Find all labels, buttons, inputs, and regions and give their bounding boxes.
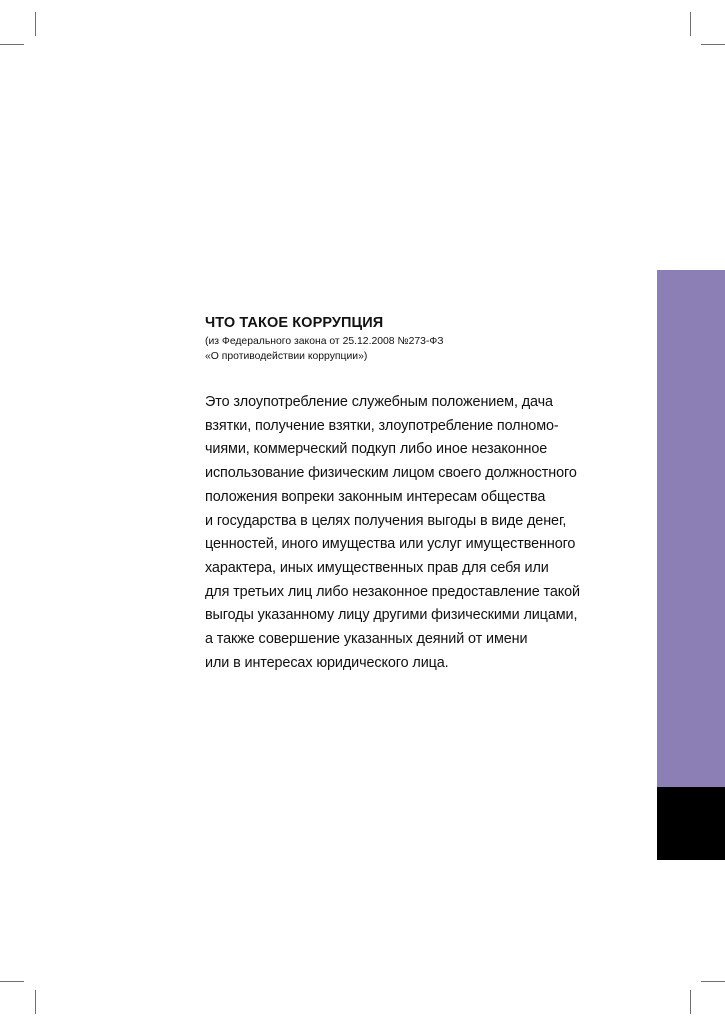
crop-mark-bottom-left-horizontal [0, 981, 24, 982]
side-tab-accent [657, 270, 725, 787]
side-tab-dark [657, 787, 725, 860]
law-source-note: (из Федерального закона от 25.12.2008 №273-ФЗ «О противодействии коррупции») [205, 336, 444, 362]
crop-mark-top-left-horizontal [0, 44, 24, 45]
crop-mark-bottom-right-vertical [690, 990, 691, 1014]
corruption-definition-text: Это злоупотребление служебным положением, дача взятки, получение взятки, злоупотребление полномо- чиями, коммерческий подкуп либо иное незаконное использование физическим лицом своего должностного положения вопреки законным интересам общества и государства в целях получения выгоды в виде денег, ценностей, иного имущества или услуг имущественного характера, иных имущественных прав для себя или для третьих лиц либо незаконное предоставление такой выгоды указанному лицу другими физическими лицами, а также совершение указанных деяний от имени или в интересах юридического лица. [205, 394, 580, 671]
crop-mark-top-left-vertical [35, 12, 36, 36]
crop-mark-bottom-right-horizontal [701, 981, 725, 982]
crop-mark-top-right-horizontal [701, 44, 725, 45]
crop-mark-bottom-left-vertical [35, 990, 36, 1014]
crop-mark-top-right-vertical [690, 12, 691, 36]
definition-block [205, 314, 635, 675]
section-title: ЧТО ТАКОЕ КОРРУПЦИЯ [205, 315, 384, 331]
